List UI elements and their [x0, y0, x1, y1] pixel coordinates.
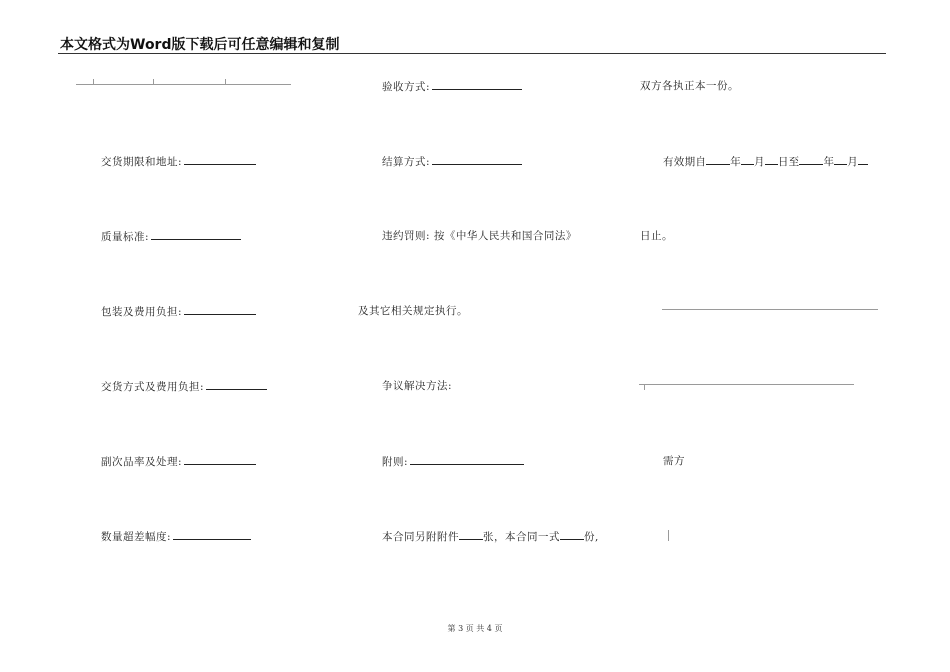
signature-tick: [668, 530, 669, 541]
copies-clause: 双方各执正本一份。: [640, 80, 739, 92]
attachments-clause: [382, 529, 599, 544]
header-divider: [58, 53, 886, 54]
fill-blank: [184, 304, 256, 315]
right-mid-rule: [662, 309, 878, 310]
year-label: 年: [823, 156, 835, 168]
left-top-tick-3: [225, 79, 226, 85]
fill-blank: [799, 154, 823, 165]
validity-prefix: 有效期自: [663, 156, 707, 168]
validity-period-clause: [663, 154, 868, 169]
quality-standard-field: [101, 229, 241, 244]
fill-blank: [560, 529, 584, 540]
penalty-clause: 违约罚则: 按《中华人民共和国合同法》: [382, 230, 577, 242]
field-label: 验收方式:: [382, 81, 431, 93]
field-label: 数量超差幅度:: [101, 531, 172, 543]
field-label: 交货方式及费用负担:: [101, 381, 205, 393]
penalty-clause-continued: 及其它相关规定执行。: [358, 305, 468, 317]
fill-blank: [834, 154, 847, 165]
field-label: 附则:: [382, 456, 409, 468]
validity-end-clause: 日止。: [640, 230, 673, 242]
fill-blank: [184, 154, 256, 165]
field-label: 交货期限和地址:: [101, 156, 183, 168]
attachments-text-1: 本合同另附附件: [382, 531, 459, 543]
delivery-term-address-field: [101, 154, 256, 169]
attachments-text-2: 张，本合同一式: [483, 531, 560, 543]
fill-blank: [206, 379, 267, 390]
field-label: 包装及费用负担:: [101, 306, 183, 318]
fill-blank: [432, 154, 522, 165]
buyer-label: 需方: [663, 455, 685, 467]
appendix-field: [382, 454, 524, 469]
fill-blank: [765, 154, 778, 165]
attachments-text-3: 份,: [584, 531, 599, 543]
settlement-method-field: [382, 154, 522, 169]
right-lower-tick: [644, 384, 645, 390]
left-top-tick-1: [93, 79, 94, 85]
fill-blank: [459, 529, 483, 540]
acceptance-method-field: [382, 79, 522, 94]
month-label: 月: [847, 156, 859, 168]
left-top-rule: [76, 84, 291, 85]
right-lower-rule: [639, 384, 854, 385]
fill-blank: [858, 154, 868, 165]
field-label: 副次品率及处理:: [101, 456, 183, 468]
fill-blank: [184, 454, 256, 465]
page-number: 第 3 页 共 4 页: [447, 624, 503, 633]
delivery-method-cost-field: [101, 379, 267, 394]
fill-blank: [410, 454, 524, 465]
fill-blank: [706, 154, 730, 165]
left-top-tick-2: [153, 79, 154, 85]
month-label: 月: [754, 156, 765, 168]
day-to-label: 日至: [777, 156, 800, 168]
quantity-tolerance-field: [101, 529, 251, 544]
year-label: 年: [730, 156, 742, 168]
field-label: 结算方式:: [382, 156, 431, 168]
document-header-title: 本文格式为Word版下载后可任意编辑和复制: [60, 37, 340, 53]
dispute-resolution-field: 争议解决方法:: [382, 380, 453, 392]
fill-blank: [173, 529, 251, 540]
fill-blank: [151, 229, 241, 240]
defective-rate-field: [101, 454, 256, 469]
packaging-cost-field: [101, 304, 256, 319]
fill-blank: [741, 154, 754, 165]
field-label: 质量标准:: [101, 231, 150, 243]
fill-blank: [432, 79, 522, 90]
